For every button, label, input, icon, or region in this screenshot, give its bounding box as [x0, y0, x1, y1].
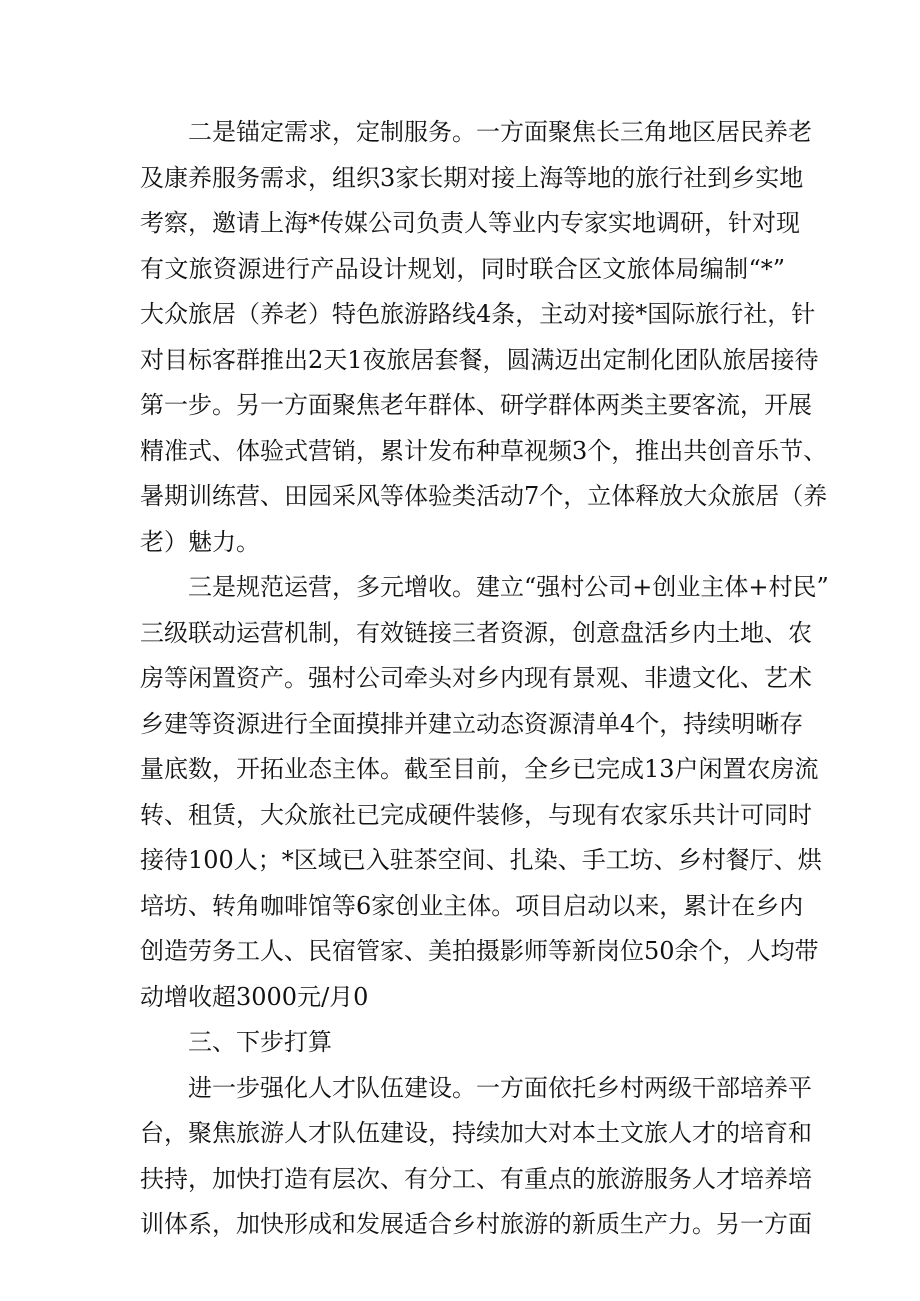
paragraph-line: 三是规范运营，多元增收。建立“强村公司+创业主体+村民”	[188, 573, 829, 601]
paragraph-line: 老）魅力。	[140, 527, 260, 556]
paragraph-line: 有文旅资源进行产品设计规划，同时联合区文旅体局编制“*”	[140, 254, 785, 283]
paragraph-line: 动增收超3000元/月0	[140, 982, 369, 1011]
paragraph-line: 二是锚定需求，定制服务。一方面聚焦长三角地区居民养老	[188, 118, 812, 146]
paragraph-line: 台，聚焦旅游人才队伍建设，持续加大对本土文旅人才的培育和	[140, 1119, 812, 1147]
paragraph-line: 第一步。另一方面聚焦老年群体、研学群体两类主要客流，开展	[140, 391, 812, 419]
paragraph-line: 创造劳务工人、民宿管家、美拍摄影师等新岗位50余个，人均带	[140, 937, 819, 965]
paragraph-line: 精准式、体验式营销，累计发布种草视频3个，推出共创音乐节、	[140, 436, 828, 465]
paragraph-line: 乡建等资源进行全面摸排并建立动态资源清单4个，持续明晰存	[140, 709, 804, 738]
section-heading: 三、下步打算	[188, 1028, 332, 1056]
paragraph-line: 训体系，加快形成和发展适合乡村旅游的新质生产力。另一方面	[140, 1210, 812, 1238]
paragraph-line: 量底数，开拓业态主体。截至目前，全乡已完成13户闲置农房流	[140, 755, 819, 783]
paragraph-talent-building	[140, 1066, 812, 1248]
paragraph-standardized-operation	[140, 565, 829, 1020]
paragraph-line: 进一步强化人才队伍建设。一方面依托乡村两级干部培养平	[188, 1073, 812, 1102]
paragraph-line: 考察，邀请上海*传媒公司负责人等业内专家实地调研，针对现	[140, 209, 800, 237]
document-body	[140, 110, 829, 1248]
paragraph-line: 大众旅居（养老）特色旅游路线4条，主动对接*国际旅行社，针	[140, 300, 816, 328]
paragraph-line: 对目标客群推出2天1夜旅居套餐，圆满迈出定制化团队旅居接待	[140, 345, 819, 374]
paragraph-line: 培坊、转角咖啡馆等6家创业主体。项目启动以来，累计在乡内	[140, 891, 804, 920]
paragraph-line: 扶持，加快打造有层次、有分工、有重点的旅游服务人才培养培	[140, 1164, 812, 1193]
paragraph-line: 暑期训练营、田园采风等体验类活动7个，立体释放大众旅居（养	[140, 482, 828, 510]
paragraph-line: 房等闲置资产。强村公司牵头对乡内现有景观、非遗文化、艺术	[140, 664, 812, 692]
paragraph-line: 转、租赁，大众旅社已完成硬件装修，与现有农家乐共计可同时	[140, 800, 812, 829]
paragraph-line: 三级联动运营机制，有效链接三者资源，创意盘活乡内土地、农	[140, 618, 812, 647]
paragraph-demand-customization	[140, 110, 828, 565]
paragraph-line: 接待100人；*区域已入驻茶空间、扎染、手工坊、乡村餐厅、烘	[140, 846, 822, 874]
paragraph-line: 及康养服务需求，组织3家长期对接上海等地的旅行社到乡实地	[140, 163, 804, 192]
section-heading-next-steps	[140, 1020, 785, 1066]
